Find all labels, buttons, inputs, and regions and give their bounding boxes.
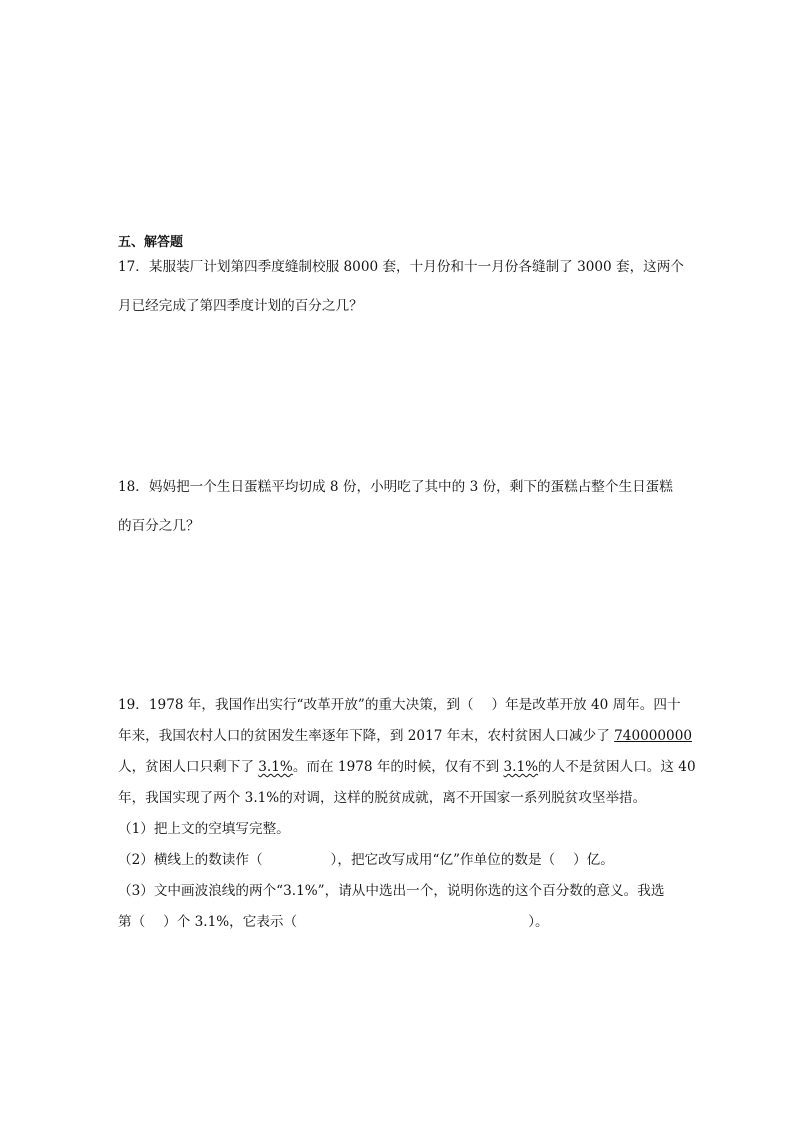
wavy-percent-2: 3.1% xyxy=(503,759,539,775)
q19-line-1: 19．1978 年，我国作出实行“改革开放”的重大决策，到（ ）年是改革开放 40 周年。四十 xyxy=(118,697,681,713)
q19-line-3-text-c: 的人不是贫困人口。这 40 xyxy=(538,759,696,775)
q18-line-2: 的百分之几？ xyxy=(118,518,200,534)
q18-line-1: 18．妈妈把一个生日蛋糕平均切成 8 份，小明吃了其中的 3 份，剩下的蛋糕占整个生日蛋糕 xyxy=(118,479,673,495)
q19-sub-3-line-2: 第（ ）个 3.1%，它表示（ ）。 xyxy=(118,914,549,930)
q19-sub-1: （1）把上文的空填写完整。 xyxy=(118,821,290,837)
q19-line-2-text: 年来，我国农村人口的贫困发生率逐年下降，到 2017 年末，农村贫困人口减少了 xyxy=(118,728,615,744)
q17-line-2: 月已经完成了第四季度计划的百分之几？ xyxy=(118,298,363,314)
underlined-number: 740000000 xyxy=(614,728,692,744)
q19-line-3-text-a: 人，贫困人口只剩下了 xyxy=(118,759,259,775)
section-heading: 五、解答题 xyxy=(118,235,184,250)
q19-line-2 xyxy=(118,727,692,745)
q17-line-1: 17．某服装厂计划第四季度缝制校服 8000 套，十月份和十一月份各缝制了 3000 套，这两个 xyxy=(118,259,684,275)
q19-line-3-text-b: 。而在 1978 年的时候，仅有不到 xyxy=(292,759,504,775)
q19-sub-2: （2）横线上的数读作（ ），把它改写成用“亿”作单位的数是（ ）亿。 xyxy=(118,852,614,868)
q19-sub-3-line-1: （3）文中画波浪线的两个“3.1%”，请从中选出一个，说明你选的这个百分数的意义。我选 xyxy=(118,883,665,899)
q19-line-3 xyxy=(118,758,696,776)
q19-line-4: 年，我国实现了两个 3.1%的对调，这样的脱贫成就，离不开国家一系列脱贫攻坚举措。 xyxy=(118,790,647,806)
wavy-percent-1: 3.1% xyxy=(258,759,293,775)
